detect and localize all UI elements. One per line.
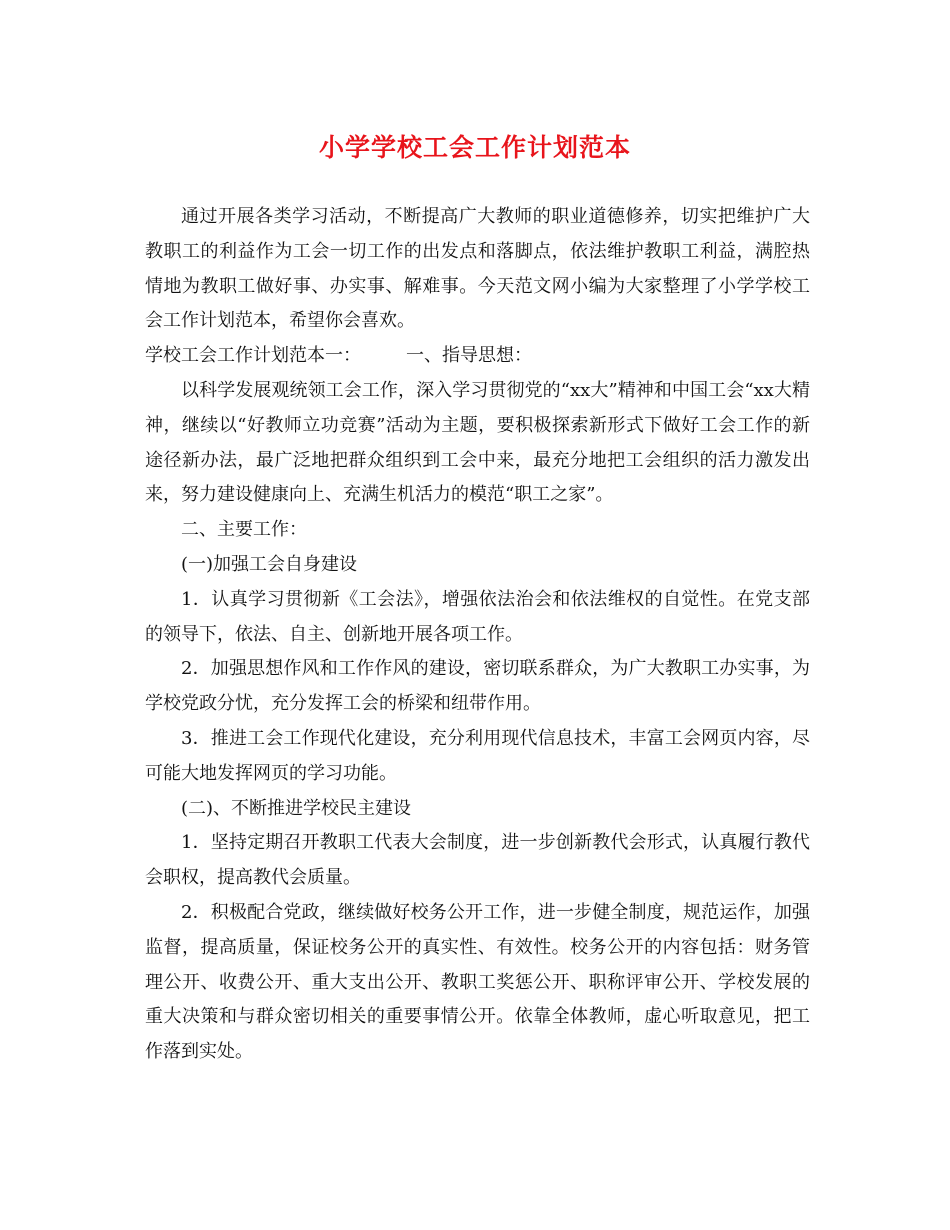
list-item-1-congress: 1．坚持定期召开教职工代表大会制度，进一步创新教代会形式，认真履行教代会职权，提高教代会质量。: [145, 832, 810, 889]
subsection-heading-self-building: (一)加强工会自身建设: [181, 553, 358, 575]
section-heading-plan-one: 学校工会工作计划范本一： 一、指导思想：: [145, 345, 532, 367]
document-title: 小学学校工会工作计划范本: [318, 133, 631, 162]
subsection-heading-democracy: (二)、不断推进学校民主建设: [181, 797, 412, 819]
intro-paragraph: 通过开展各类学习活动，不断提高广大教师的职业道德修养，切实把维护广大教职工的利益作为工会一切工作的出发点和落脚点，依法维护教职工利益，满腔热情地为教职工做好事、办实事、解难事。今天范文网小编为大家整理了小学学校工会工作计划范本，希望你会喜欢。: [145, 206, 810, 332]
list-item-3-modernization: 3．推进工会工作现代化建设，充分利用现代信息技术，丰富工会网页内容，尽可能大地发挥网页的学习功能。: [145, 727, 810, 784]
list-item-1-union-law: 1．认真学习贯彻新《工会法》，增强依法治会和依法维权的自觉性。在党支部的领导下，依法、自主、创新地开展各项工作。: [145, 588, 810, 645]
list-item-2-work-style: 2．加强思想作风和工作作风的建设，密切联系群众，为广大教职工办实事，为学校党政分忧，充分发挥工会的桥梁和纽带作用。: [145, 658, 810, 715]
main-work-heading: 二、主要工作：: [181, 519, 307, 541]
list-item-2-transparency: 2．积极配合党政，继续做好校务公开工作，进一步健全制度，规范运作，加强监督，提高质量，保证校务公开的真实性、有效性。校务公开的内容包括：财务管理公开、收费公开、重大支出公开、教职工奖惩公开、职称评审公开、学校发展的重大决策和与群众密切相关的重要事情公开。依靠全体教师，虚心听取意见，把工作落到实处。: [145, 901, 810, 1063]
guiding-thought-paragraph: 以科学发展观统领工会工作，深入学习贯彻党的“xx大”精神和中国工会“xx大精神，继续以“好教师立功竞赛”活动为主题，要积极探索新形式下做好工会工作的新途径新办法，最广泛地把群众组织到工会中来，最充分地把工会组织的活力激发出来，努力建设健康向上、充满生机活力的模范“职工之家”。: [145, 379, 810, 506]
document-body: [145, 200, 810, 1070]
